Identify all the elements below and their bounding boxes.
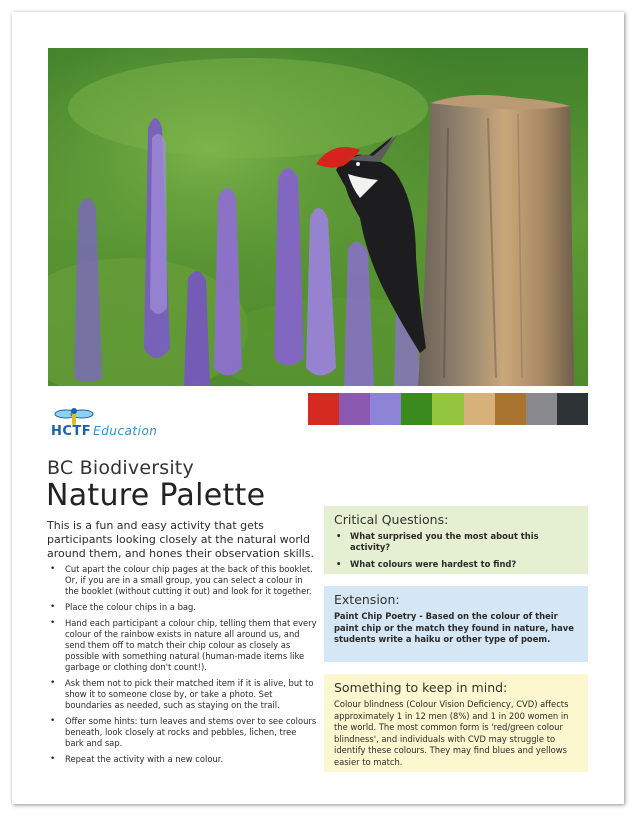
critical-questions-heading: Critical Questions: bbox=[334, 512, 449, 527]
critical-questions-box bbox=[324, 506, 588, 574]
colour-chip bbox=[495, 393, 526, 425]
logo-sub: Education bbox=[93, 424, 158, 438]
colour-chip bbox=[557, 393, 588, 425]
dragonfly-icon bbox=[52, 406, 96, 426]
keep-in-mind-heading: Something to keep in mind: bbox=[334, 680, 508, 695]
list-item: • Hand each participant a colour chip, telling them that every colour of the rainbow exists in nature all around us, and send them off to match their chip colour as closely as possible with something natural (human-made items like garbage or clothing don't count!). bbox=[47, 618, 317, 673]
instructions-list bbox=[47, 564, 317, 770]
list-item: • Ask them not to pick their matched item if it is alive, but to show it to someone close by, or take a photo. Set boundaries as needed, such as staying on the trail. bbox=[47, 678, 317, 711]
woodpecker-photo bbox=[48, 48, 588, 386]
list-item: • Cut apart the colour chip pages at the back of this booklet. Or, if you are in a small group, you can select a colour in the booklet (without cutting it out) and look for it together. bbox=[47, 564, 317, 597]
colour-chip bbox=[308, 393, 339, 425]
colour-chip bbox=[464, 393, 495, 425]
keep-in-mind-text: Colour blindness (Colour Vision Deficiency, CVD) affects approximately 1 in 12 men (8%) and 1 in 200 women in the world. The most common form is 'red/green colour blindness', and individuals with CVD may struggle to identify these colours. They may find blues and yellows easier to match. bbox=[334, 699, 569, 767]
list-item: • What surprised you the most about this activity? bbox=[334, 531, 578, 553]
extension-box bbox=[324, 586, 588, 662]
colour-chip bbox=[526, 393, 557, 425]
list-item: • What colours were hardest to find? bbox=[334, 559, 578, 570]
colour-chip bbox=[401, 393, 432, 425]
list-item: • Repeat the activity with a new colour. bbox=[47, 754, 317, 765]
keep-in-mind-box bbox=[324, 674, 588, 772]
logo-brand: HCTF bbox=[51, 424, 92, 439]
extension-heading: Extension: bbox=[334, 592, 400, 607]
colour-chip bbox=[339, 393, 370, 425]
list-item: • Place the colour chips in a bag. bbox=[47, 602, 317, 613]
colour-chip bbox=[370, 393, 401, 425]
extension-text: Paint Chip Poetry - Based on the colour of their paint chip or the match they found in nature, have students write a haiku or other type of poem. bbox=[334, 611, 574, 644]
intro-paragraph: This is a fun and easy activity that gets participants looking closely at the natural world around them, and hones their observation skills. bbox=[47, 519, 314, 560]
hctf-education-logo bbox=[48, 408, 168, 448]
document-page bbox=[12, 12, 624, 804]
page-title: Nature Palette bbox=[46, 478, 266, 513]
page-subtitle: BC Biodiversity bbox=[47, 457, 194, 479]
colour-chip-strip bbox=[308, 393, 588, 425]
list-item: • Offer some hints: turn leaves and stems over to see colours beneath, look closely at rocks and pebbles, lichen, tree bark and sap. bbox=[47, 716, 317, 749]
colour-chip bbox=[432, 393, 463, 425]
